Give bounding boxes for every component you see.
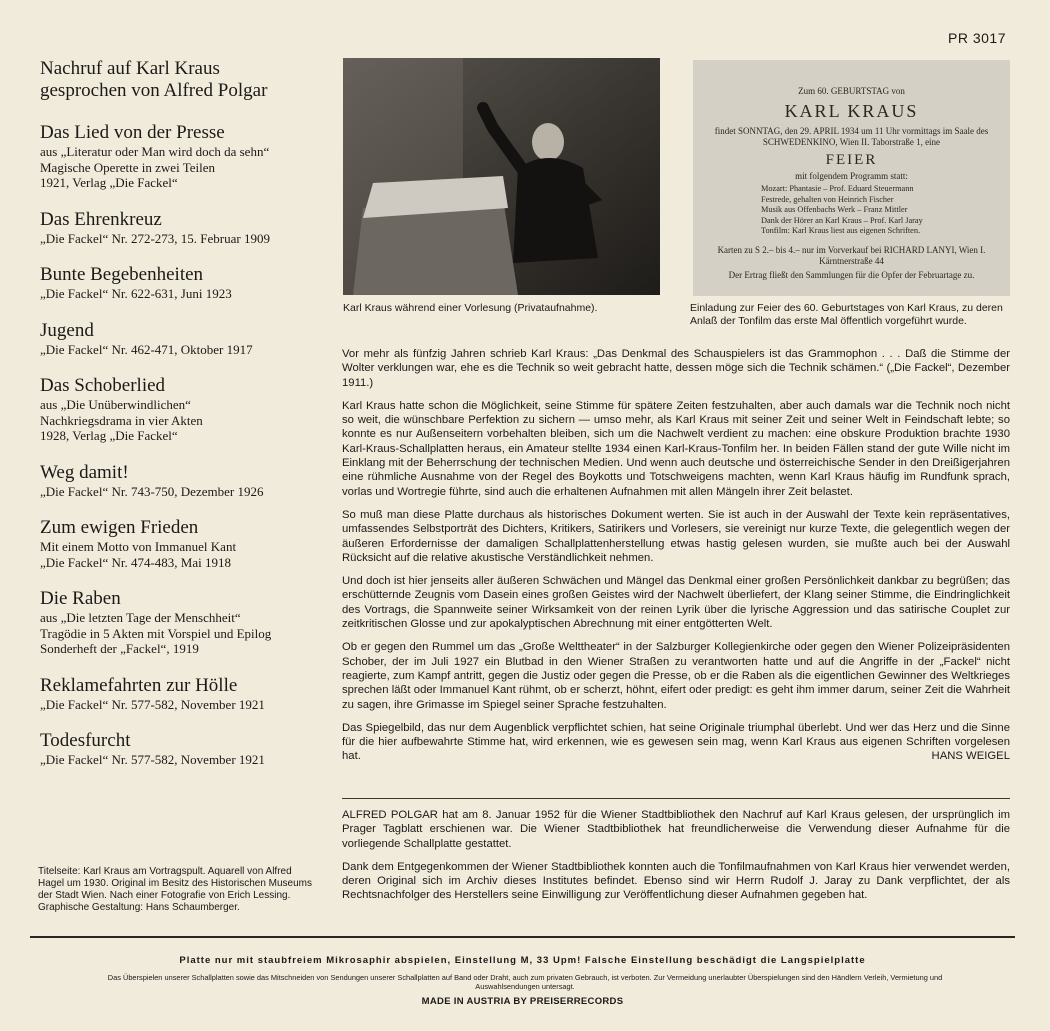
track-item bbox=[40, 462, 330, 500]
recording-notes bbox=[342, 808, 1010, 912]
track-detail: „Die Fackel“ Nr. 462-471, Oktober 1917 bbox=[40, 341, 253, 357]
track-title: Die Raben bbox=[40, 588, 121, 609]
track-title: Das Schoberlied bbox=[40, 375, 166, 396]
track-item bbox=[40, 264, 330, 302]
intro-title: Nachruf auf Karl Kraus bbox=[40, 58, 220, 79]
track-title: Bunte Begebenheiten bbox=[40, 264, 204, 285]
track-item bbox=[40, 320, 330, 358]
track-detail: 1928, Verlag „Die Fackel“ bbox=[40, 428, 178, 443]
track-item bbox=[40, 209, 330, 247]
track-detail: Nachkriegsdrama in vier Akten bbox=[40, 412, 203, 428]
track-list bbox=[40, 58, 330, 786]
track-title: Todesfurcht bbox=[40, 730, 131, 751]
footer-divider bbox=[30, 936, 1015, 938]
footer-legal: Das Überspielen unserer Schallplatten sowie das Mitschneiden von Sendungen unserer Schallplatten auf Band oder Draht, auch zum privaten Gebrauch, ist verboten. Zur Vermeidung unerlaubter Überspielungen sind den Händlern Verleih, Vermietung und Auswahlsendungen untersagt. bbox=[107, 973, 943, 991]
invitation-feier: FEIER bbox=[825, 152, 878, 168]
track-detail: „Die Fackel“ Nr. 622-631, Juni 1923 bbox=[40, 286, 232, 301]
invitation-line1: Zum 60. GEBURTSTAG von bbox=[798, 86, 905, 96]
track-title: Jugend bbox=[40, 319, 94, 341]
track-detail: Tragödie in 5 Akten mit Vorspiel und Epilog bbox=[40, 625, 272, 641]
track-item bbox=[40, 675, 330, 713]
track-detail: „Die Fackel“ Nr. 272-273, 15. Februar 1909 bbox=[40, 230, 270, 246]
karl-kraus-photo bbox=[343, 58, 660, 295]
program-item: Tonfilm: Karl Kraus liest aus eigenen Schriften. bbox=[761, 226, 921, 235]
essay-paragraph: Vor mehr als fünfzig Jahren schrieb Karl Kraus: „Das Denkmal des Schauspielers ist das Grammophon . . . Daß die Stimme der Wolter verklungen war, ehe es die Technik so weit gebracht hatte, dessen möge sich die Technik schämen.“ („Die Fackel“, Dezember 1911.) bbox=[342, 348, 1010, 389]
essay-paragraph: So muß man diese Platte durchaus als historisches Dokument werten. Sie ist auch in der Auswahl der Texte kein repräsentatives, umfassendes Selbstporträt des Dichters, Kritikers, Satirikers und Vorlesers, sie vereinigt nur kurze Texte, die gelegentlich wegen der äußeren Erfordernisse der damaligen Schallplattenherstellung etwas hastig gelesen wurden, sie mußte auch bei der Auswahl Rücksicht auf die relative akustische Verständlichkeit nehmen. bbox=[342, 508, 1010, 564]
invitation-tickets: Karten zu S 2.– bis 4.– nur im Vorverkauf bei RICHARD LANYI, Wien I. Kärntnerstraße 44 bbox=[717, 244, 986, 266]
credits-cover-note: Titelseite: Karl Kraus am Vortragspult. Aquarell von Alfred Hagel um 1930. Original im Besitz des Historischen Museums der Stadt Wien. Nach einer Fotografie von Erich Lessing. bbox=[38, 866, 312, 901]
photo-caption: Karl Kraus während einer Vorlesung (Privataufnahme). bbox=[343, 302, 598, 314]
notes-paragraph: Dank dem Entgegenkommen der Wiener Stadtbibliothek konnten auch die Tonfilmaufnahmen von Karl Kraus hier verwendet werden, deren Original sich im Archiv dieses Institutes befindet. Ebenso sind wir Herrn Rudolf J. Jaray zu Dank verpflichtet, der als Rechtsnachfolger des Herstellers seine Einwilligung zur Veröffentlichung dieser Aufnahmen gegeben hat. bbox=[342, 860, 1010, 902]
intro-block bbox=[40, 58, 330, 102]
track-detail: Sonderheft der „Fackel“, 1919 bbox=[40, 641, 199, 656]
track-item bbox=[40, 122, 330, 191]
footer-warning: Platte nur mit staubfreiem Mikrosaphir abspielen, Einstellung M, 33 Upm! Falsche Einstellung beschädigt die Langspielplatte bbox=[179, 955, 866, 966]
program-item: Mozart: Phantasie – Prof. Eduard Steuermann bbox=[761, 184, 914, 193]
track-title: Das Ehrenkreuz bbox=[40, 208, 162, 230]
essay-paragraph: Karl Kraus hatte schon die Möglichkeit, seine Stimme für spätere Zeiten festzuhalten, aber auch damals war die Technik noch nicht so weit, die wünschbare Perfektion zu sichern — umso mehr, als Karl Kraus mit seiner Zeit und seiner Welt in Feindschaft lebte; so konnte es nur Außenseitern vorbehalten bleiben, sich um die Nachwelt verdient zu machen: eine obskure Produktion brachte 1930 Karl-Kraus-Schallplatten heraus, ein Amateur stellte 1934 einen Karl-Kraus-Tonfilm her. In beiden Fällen stand der gute Wille nicht im Einklang mit der Beherrschung der technischen Medien. Und wenn auch deutsche und österreichische Sender in den Dreißigerjahren eine rühmliche Ausnahme von der Regel des Boykotts und Totschweigens machten, wenn Karl Kraus häufig im Rundfunk sprach, vorlas und Wortregie führte, sind auch die erhaltenen Aufnahmen mit allen Mängeln ihrer Zeit belastet. bbox=[342, 399, 1010, 498]
program-item: Musik aus Offenbachs Werk – Franz Mittler bbox=[761, 205, 908, 214]
track-detail: 1921, Verlag „Die Fackel“ bbox=[40, 175, 178, 190]
track-detail: aus „Die letzten Tage der Menschheit“ bbox=[40, 610, 241, 625]
track-title: Reklamefahrten zur Hölle bbox=[40, 674, 238, 696]
essay-paragraph: Ob er gegen den Rummel um das „Große Welttheater“ in der Salzburger Kollegienkirche oder gegen den Wiener Polizeipräsidenten Schober, der im Juli 1927 ein Blutbad in den Wiener Straßen zu verantworten hatte und auf die Angriffe in der „Fackel“ nicht reagierte, zum Kampf antritt, gegen die Justiz oder gegen die Presse, ob er die Raben als die eigentlichen Gewinner des Weltkrieges sprechen läßt oder Immanuel Kant rühmt, ob er scherzt, höhnt, eifert oder predigt: es geht ihm immer darum, seiner Zeit die Wahrheit zu sagen, ihre Grimasse im Spiegel seiner Sprache festzuhalten. bbox=[342, 641, 1010, 711]
essay-paragraph-text: Das Spiegelbild, das nur dem Augenblick verpflichtet schien, hat seine Originale triumphal überlebt. Und wer das Herz und die Sinne für die hier aufbewahrte Stimme hat, wird erkennen, wie es gewesen sein mag, wenn Karl Kraus aus eigenen Schriften vorgelesen hat. bbox=[342, 721, 1010, 763]
track-detail: „Die Fackel“ Nr. 577-582, November 1921 bbox=[40, 752, 265, 767]
invitation-program bbox=[761, 184, 990, 237]
track-detail: „Die Fackel“ Nr. 577-582, November 1921 bbox=[40, 696, 265, 712]
invitation-proceeds: Der Ertrag fließt den Sammlungen für die Opfer der Februartage zu. bbox=[728, 269, 975, 280]
essay-paragraph: Und doch ist hier jenseits aller äußeren Schwächen und Mängel das Denkmal einer großen Persönlichkeit dankbar zu begrüßen; das erschütternde Zeugnis vom Dasein eines großen Geistes wird der Nachwelt überliefert, der Klang seiner Stimme, die Eindringlichkeit des Vortrags, die Spannweite seiner Wirksamkeit von der reinen Lyrik über die lyrische Aggression und das satirische Couplet zur zeitkritischen Glosse und zur apokalyptischen Abrechnung mit einer entgötterten Welt. bbox=[342, 575, 1010, 631]
invitation-line2: findet SONNTAG, den 29. APRIL 1934 um 11 Uhr vormittags im Saale des SCHWEDENKINO, Wien II. Taborstraße 1, eine bbox=[714, 126, 989, 147]
credits-block bbox=[38, 866, 318, 914]
track-detail: „Die Fackel“ Nr. 743-750, Dezember 1926 bbox=[40, 483, 264, 499]
track-detail: „Die Fackel“ Nr. 474-483, Mai 1918 bbox=[40, 554, 231, 570]
track-title: Das Lied von der Presse bbox=[40, 122, 225, 143]
footer-made-in: MADE IN AUSTRIA BY PREISERRECORDS bbox=[421, 996, 624, 1007]
invitation-name: KARL KRAUS bbox=[784, 101, 919, 121]
program-item: Festrede, gehalten von Heinrich Fischer bbox=[761, 194, 894, 204]
track-detail: Magische Operette in zwei Teilen bbox=[40, 159, 216, 175]
track-item bbox=[40, 730, 330, 768]
invitation-line3: mit folgendem Programm statt: bbox=[795, 171, 908, 181]
credits-design: Graphische Gestaltung: Hans Schaumberger. bbox=[38, 902, 240, 913]
track-item bbox=[40, 517, 330, 570]
track-item bbox=[40, 375, 330, 444]
catalog-number: PR 3017 bbox=[948, 30, 1006, 46]
invitation-card bbox=[693, 60, 1010, 296]
lecture-photo-image bbox=[343, 58, 660, 295]
track-detail: aus „Literatur oder Man wird doch da sehn“ bbox=[40, 144, 270, 159]
track-title: Weg damit! bbox=[40, 461, 129, 483]
section-divider bbox=[342, 798, 1010, 799]
track-item bbox=[40, 588, 330, 657]
essay-author: HANS WEIGEL bbox=[931, 750, 1010, 763]
track-detail: aus „Die Unüberwindlichen“ bbox=[40, 397, 191, 412]
notes-paragraph: ALFRED POLGAR hat am 8. Januar 1952 für die Wiener Stadtbibliothek den Nachruf auf Karl Kraus gelesen, der ursprünglich im Prager Tagblatt erschienen war. Die Wiener Stadtbibliothek hat freundlicherweise die Verwendung dieser Aufnahme für die vorliegende Schallplatte gestattet. bbox=[342, 809, 1010, 850]
essay-paragraph bbox=[342, 721, 1010, 764]
intro-speaker: gesprochen von Alfred Polgar bbox=[40, 80, 268, 101]
track-detail: Mit einem Motto von Immanuel Kant bbox=[40, 539, 237, 554]
essay bbox=[342, 347, 1010, 764]
track-title: Zum ewigen Frieden bbox=[40, 517, 199, 538]
invitation-caption: Einladung zur Feier des 60. Geburtstages von Karl Kraus, zu deren Anlaß der Tonfilm das erste Mal öffentlich vorgeführt wurde. bbox=[690, 302, 1003, 327]
program-item: Dank der Hörer an Karl Kraus – Prof. Karl Jaray bbox=[761, 215, 923, 225]
